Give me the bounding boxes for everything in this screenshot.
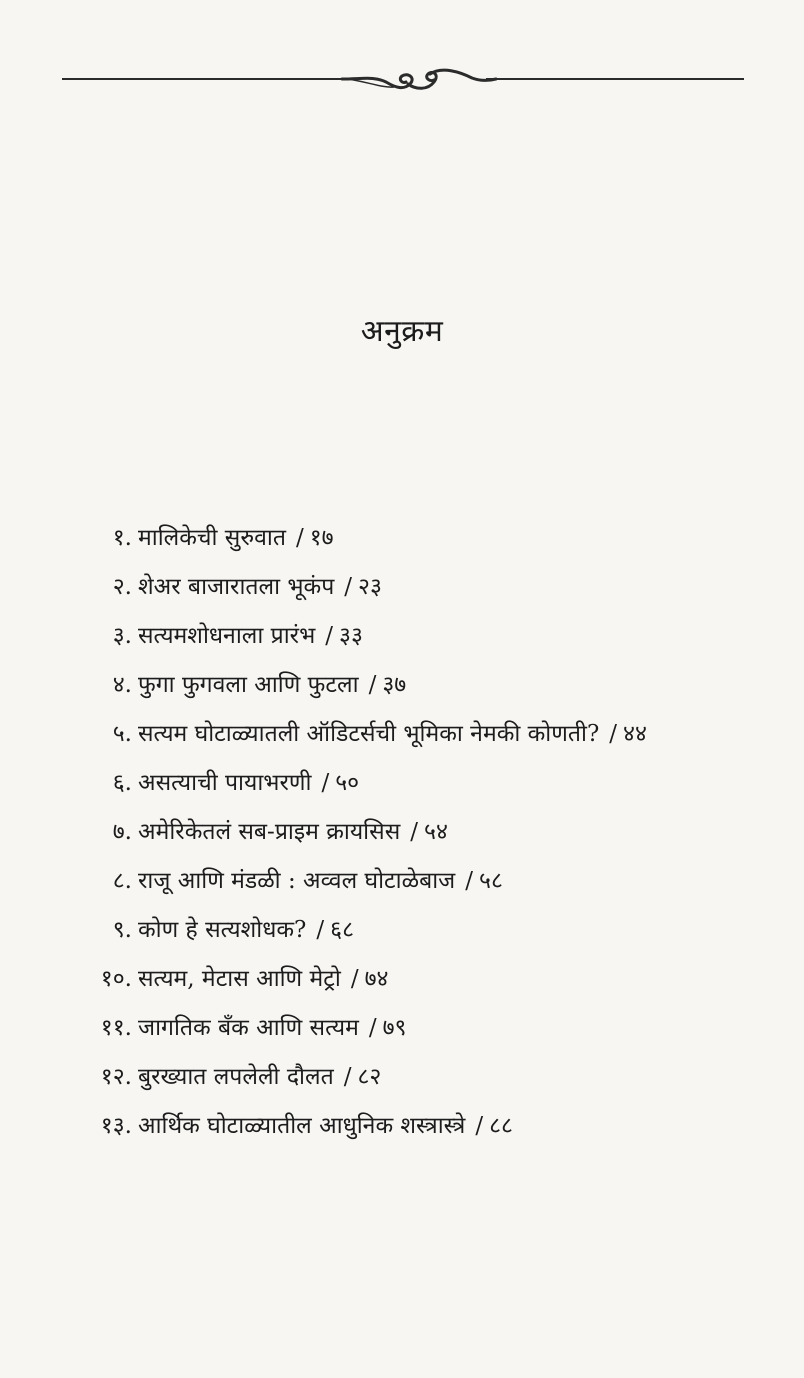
toc-item-entry (138, 1006, 407, 1050)
toc-item (0, 1104, 804, 1153)
toc-item (0, 810, 804, 859)
toc-item-entry (138, 1104, 513, 1148)
toc-item-page: ८८ (489, 1113, 513, 1139)
header-ornament (62, 54, 744, 102)
toc-item-number: ७. (112, 819, 132, 845)
toc-separator: / (350, 966, 359, 992)
toc-item-number: १२. (100, 1064, 132, 1090)
toc-item-entry (138, 908, 354, 952)
toc-item-title: सत्यम घोटाळ्यातली ऑडिटर्सची भूमिका नेमकी कोणती? (138, 721, 600, 747)
toc-item-title: सत्यम, मेटास आणि मेट्रो (138, 966, 341, 992)
toc-item-page: ४४ (623, 721, 647, 747)
toc-item-entry (138, 516, 334, 560)
toc-item-title: आर्थिक घोटाळ्यातील आधुनिक शस्त्रास्त्रे (138, 1113, 466, 1139)
toc-item-page: ७४ (364, 966, 389, 992)
page-title: अनुक्रम (360, 314, 444, 349)
toc-item (0, 761, 804, 810)
toc-item-entry (138, 663, 406, 707)
toc-item-page: ५८ (478, 868, 503, 894)
toc-item-title: अमेरिकेतलं सब-प्राइम क्रायसिस (138, 819, 401, 845)
toc-item (0, 1006, 804, 1055)
toc-separator: / (316, 917, 325, 943)
toc-item-entry (138, 565, 382, 609)
toc-separator: / (465, 868, 473, 894)
toc-item-number: २. (112, 574, 132, 600)
toc-item-page: ३३ (339, 623, 363, 649)
toc-item-title: असत्याची पायाभरणी (138, 770, 312, 796)
toc-item-entry (138, 614, 363, 658)
toc-item-page: ६८ (330, 917, 355, 943)
toc-item-number: ५. (112, 721, 132, 747)
toc-item-page: ७९ (382, 1015, 407, 1041)
toc-separator: / (410, 819, 418, 845)
toc-item-number: ८. (112, 868, 132, 894)
toc-item-number: १३. (100, 1113, 132, 1139)
toc-separator: / (368, 672, 377, 698)
toc-item-entry (138, 859, 503, 903)
toc-item-title: फुगा फुगवला आणि फुटला (138, 672, 359, 698)
toc-separator: / (343, 1064, 352, 1090)
toc-item-entry (138, 1055, 381, 1099)
toc-item-number: ६. (112, 770, 132, 796)
toc-item-number: ९. (112, 917, 132, 943)
toc-separator: / (295, 525, 304, 551)
toc-separator: / (325, 623, 334, 649)
toc-item-title: बुरख्यात लपलेली दौलत (138, 1064, 334, 1090)
toc-item-page: ५० (335, 770, 360, 796)
toc-item-page: ८२ (357, 1064, 382, 1090)
toc-item-page: ५४ (424, 819, 448, 845)
toc-separator: / (609, 721, 618, 747)
toc-item-entry (138, 761, 359, 805)
toc-item-title: सत्यमशोधनाला प्रारंभ (138, 623, 316, 649)
toc-item-entry (138, 712, 647, 756)
ornament-rule-right (486, 78, 744, 80)
toc-item-title: मालिकेची सुरुवात (138, 525, 286, 551)
toc-item (0, 957, 804, 1006)
toc-separator: / (475, 1113, 484, 1139)
toc-item-page: २३ (358, 574, 382, 600)
toc-item-title: जागतिक बँक आणि सत्यम (138, 1015, 359, 1041)
toc-item (0, 712, 804, 761)
flourish-ornament-icon (338, 54, 498, 102)
toc-item-number: ११. (100, 1015, 132, 1041)
toc-item-number: ४. (112, 672, 132, 698)
toc-item (0, 516, 804, 565)
toc-separator: / (344, 574, 353, 600)
toc-separator: / (368, 1015, 377, 1041)
toc-item (0, 1055, 804, 1104)
toc-item (0, 908, 804, 957)
toc-separator: / (321, 770, 330, 796)
toc-item-title: राजू आणि मंडळी : अव्वल घोटाळेबाज (138, 868, 456, 894)
toc-item-page: ३७ (382, 672, 407, 698)
toc-item (0, 859, 804, 908)
toc-item-number: ३. (112, 623, 132, 649)
ornament-rule-left (62, 78, 342, 80)
toc-item-title: शेअर बाजारातला भूकंप (138, 574, 335, 600)
toc-item-number: १०. (100, 966, 132, 992)
toc-item-entry (138, 957, 388, 1001)
table-of-contents (0, 516, 804, 1153)
toc-item-entry (138, 810, 448, 854)
toc-item-title: कोण हे सत्यशोधक? (138, 917, 307, 943)
toc-item (0, 663, 804, 712)
toc-item-page: १७ (309, 525, 334, 551)
toc-item (0, 565, 804, 614)
toc-item-number: १. (112, 525, 132, 551)
toc-item (0, 614, 804, 663)
